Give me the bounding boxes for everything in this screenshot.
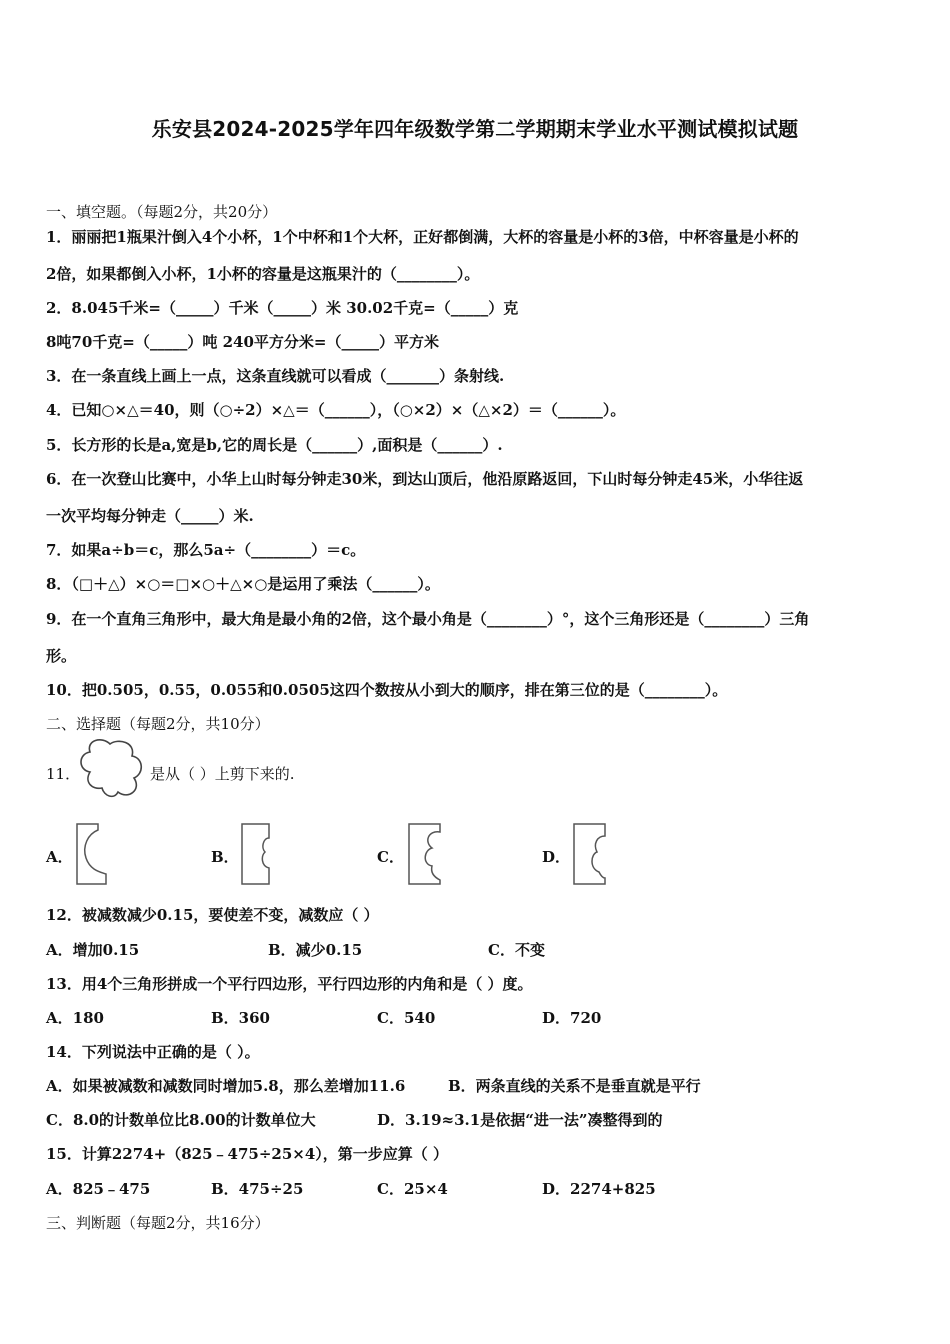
question-14-option-b[interactable]: B．两条直线的关系不是垂直就是平行 bbox=[448, 1077, 701, 1095]
question-12-option-a[interactable]: A．增加0.15 bbox=[46, 941, 140, 959]
question-13-option-d[interactable]: D．720 bbox=[542, 1009, 602, 1027]
question-10: 10．把0.505，0.55，0.055和0.0505这四个数按从小到大的顺序，排在第三位的是（________）。 bbox=[46, 681, 728, 699]
question-8: 8．（□＋△）×○＝□×○＋△×○是运用了乘法（______）。 bbox=[46, 575, 440, 593]
question-15-option-b[interactable]: B．475÷25 bbox=[211, 1180, 304, 1198]
question-6-line-1: 6．在一次登山比赛中，小华上山时每分钟走30米，到达山顶后，他沿原路返回，下山时每分钟走45米，小华往返 bbox=[46, 470, 804, 488]
fold-paper-b-icon bbox=[239, 822, 275, 886]
question-13-option-a[interactable]: A．180 bbox=[46, 1009, 104, 1027]
fold-paper-a-icon bbox=[74, 822, 110, 886]
question-13: 13．用4个三角形拼成一个平行四边形，平行四边形的内角和是（ ）度。 bbox=[46, 975, 533, 993]
section-heading-2: 二、选择题（每题2分，共10分） bbox=[46, 715, 270, 733]
question-3: 3．在一条直线上画上一点，这条直线就可以看成（_______）条射线. bbox=[46, 367, 505, 385]
question-12-option-b[interactable]: B．减少0.15 bbox=[268, 941, 363, 959]
question-13-option-c[interactable]: C．540 bbox=[377, 1009, 436, 1027]
question-2-line-2: 8吨70千克=（_____）吨 240平方分米=（_____）平方米 bbox=[46, 333, 439, 351]
fold-paper-c-icon bbox=[406, 822, 446, 886]
question-11-option-b[interactable]: B． bbox=[211, 848, 239, 866]
question-4: 4．已知○×△＝40，则（○÷2）×△＝（______），（○×2）×（△×2）＝（______）。 bbox=[46, 401, 626, 419]
question-2-line-1: 2．8.045千米=（_____）千米（_____）米 30.02千克=（_____）克 bbox=[46, 299, 519, 317]
question-14-option-a[interactable]: A．如果被减数和减数同时增加5.8，那么差增加11.6 bbox=[46, 1077, 406, 1095]
question-9-line-2: 形。 bbox=[46, 647, 77, 665]
question-11-text: 是从（ ）上剪下来的. bbox=[150, 765, 295, 783]
question-13-option-b[interactable]: B．360 bbox=[211, 1009, 270, 1027]
clover-shape-icon bbox=[80, 738, 146, 802]
question-12: 12．被减数减少0.15，要使差不变，减数应（ ） bbox=[46, 906, 379, 924]
fold-paper-d-icon bbox=[571, 822, 611, 886]
question-11-option-c[interactable]: C． bbox=[377, 848, 404, 866]
question-9-line-1: 9．在一个直角三角形中，最大角是最小角的2倍，这个最小角是（________）°，这个三角形还是（________）三角 bbox=[46, 610, 810, 628]
question-14: 14．下列说法中正确的是（ ）。 bbox=[46, 1043, 260, 1061]
question-11-option-d[interactable]: D． bbox=[542, 848, 571, 866]
question-5: 5．长方形的长是a,宽是b,它的周长是（______）,面积是（______）. bbox=[46, 436, 503, 454]
question-15-option-d[interactable]: D．2274+825 bbox=[542, 1180, 656, 1198]
question-7: 7．如果a÷b＝c，那么5a÷（________）＝c。 bbox=[46, 541, 366, 559]
section-heading-1: 一、填空题。（每题2分，共20分） bbox=[46, 203, 278, 221]
question-1-line-1: 1．丽丽把1瓶果汁倒入4个小杯，1个中杯和1个大杯，正好都倒满，大杯的容量是小杯的3倍，中杯容量是小杯的 bbox=[46, 228, 799, 246]
question-15-option-c[interactable]: C．25×4 bbox=[377, 1180, 448, 1198]
section-heading-3: 三、判断题（每题2分，共16分） bbox=[46, 1214, 270, 1232]
question-11-number: 11． bbox=[46, 765, 81, 783]
question-14-option-d[interactable]: D．3.19≈3.1是依据“进一法”凑整得到的 bbox=[377, 1111, 663, 1129]
question-1-line-2: 2倍，如果都倒入小杯，1小杯的容量是这瓶果汁的（________）。 bbox=[46, 265, 480, 283]
question-12-option-c[interactable]: C．不变 bbox=[488, 941, 545, 959]
question-15: 15．计算2274+（825﹣475÷25×4），第一步应算（ ） bbox=[46, 1145, 448, 1163]
question-14-option-c[interactable]: C．8.0的计数单位比8.00的计数单位大 bbox=[46, 1111, 316, 1129]
question-6-line-2: 一次平均每分钟走（_____）米. bbox=[46, 507, 254, 525]
page-title: 乐安县2024-2025学年四年级数学第二学期期末学业水平测试模拟试题 bbox=[151, 117, 799, 141]
question-15-option-a[interactable]: A．825﹣475 bbox=[46, 1180, 151, 1198]
question-11-option-a[interactable]: A． bbox=[46, 848, 73, 866]
